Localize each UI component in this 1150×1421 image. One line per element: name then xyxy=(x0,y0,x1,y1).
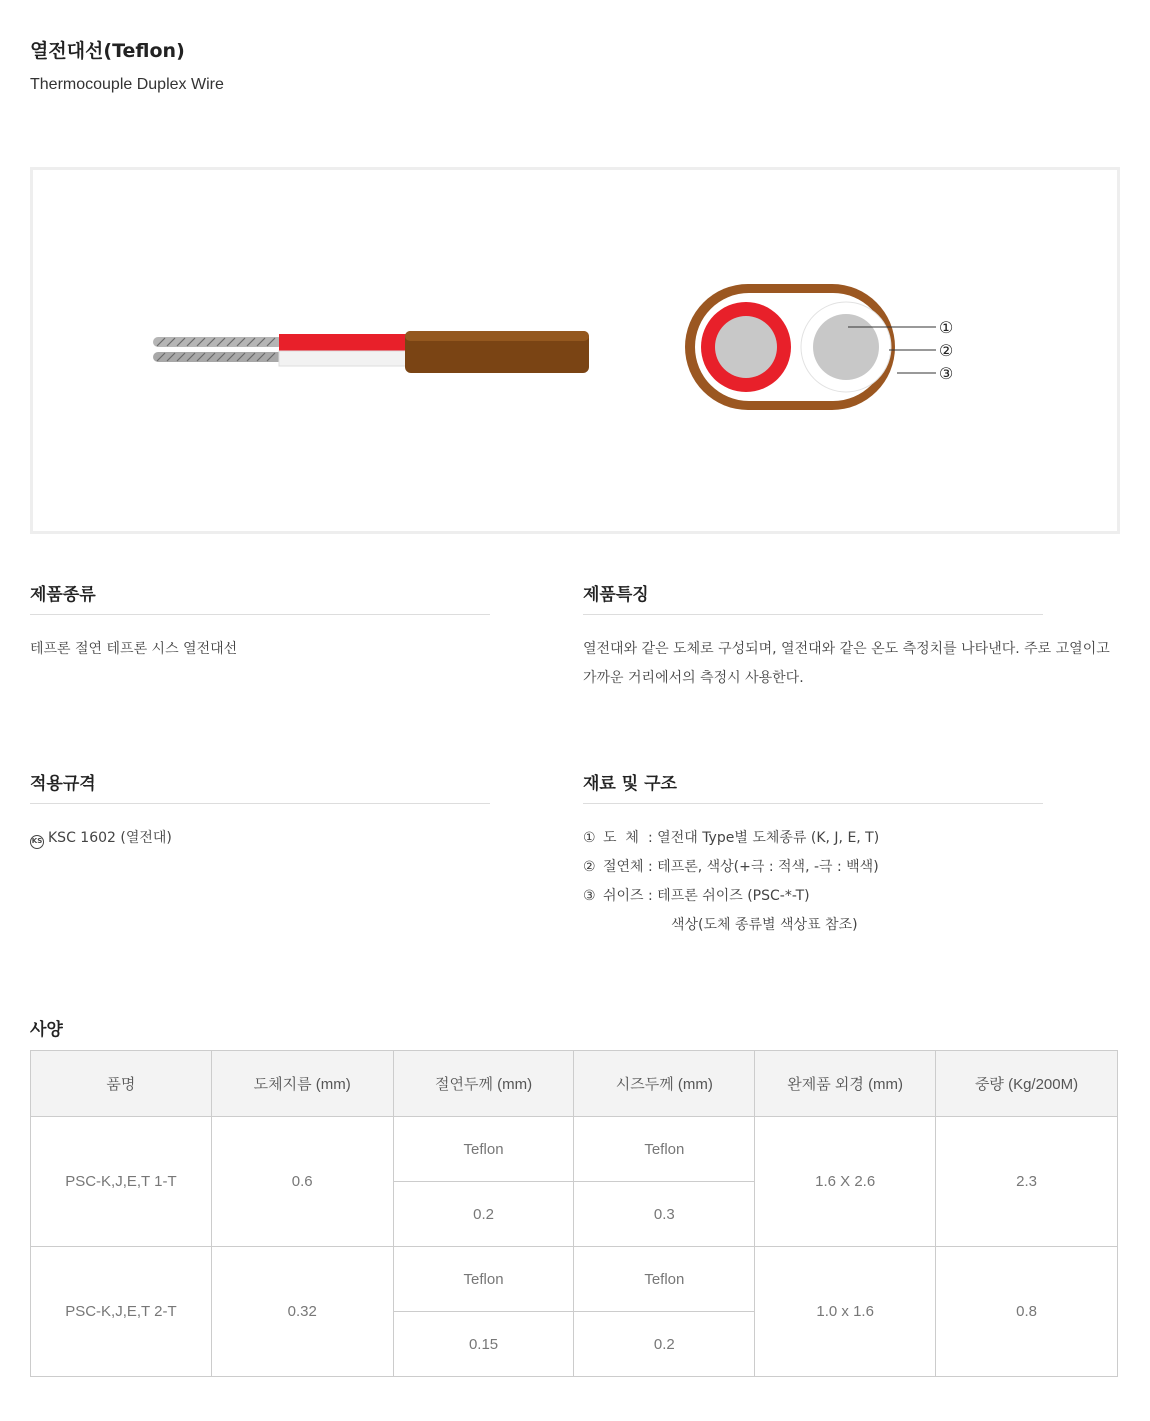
cell-insulation-material: Teflon xyxy=(393,1117,574,1182)
cell-diameter: 0.6 xyxy=(211,1117,393,1247)
material-line xyxy=(583,853,1043,882)
cell-sheath-thickness: 0.3 xyxy=(574,1182,755,1247)
material-line xyxy=(583,882,1043,911)
material-num: ② xyxy=(583,859,596,875)
table-header-row xyxy=(31,1051,1118,1117)
section-body: 테프론 절연 테프론 시스 열전대선 xyxy=(30,641,238,657)
divider xyxy=(30,803,490,804)
callout-2: ② xyxy=(938,341,954,360)
section-body: 열전대와 같은 도체로 구성되며, 열전대와 같은 온도 측정치를 나타낸다. 주로 고열이고 가까운 거리에서의 측정시 사용한다. xyxy=(583,641,1110,686)
product-image-frame xyxy=(30,167,1120,534)
cell-sheath-material: Teflon xyxy=(574,1117,755,1182)
section-product-features xyxy=(583,580,1110,693)
divider xyxy=(30,614,490,615)
cell-sheath-thickness: 0.2 xyxy=(574,1312,755,1377)
wire-cross-section xyxy=(685,284,953,410)
material-num: ① xyxy=(583,830,596,846)
section-material-structure xyxy=(583,769,1043,940)
material-text: : 테프론 쉬이즈 (PSC-*-T) xyxy=(648,888,810,904)
material-line xyxy=(583,824,1043,853)
cell-outer: 1.0 x 1.6 xyxy=(755,1247,936,1377)
material-extra: 색상(도체 종류별 색상표 참조) xyxy=(671,917,858,933)
material-label: 절연체 xyxy=(603,859,644,875)
spec-table xyxy=(30,1050,1118,1377)
cell-name: PSC-K,J,E,T 1-T xyxy=(31,1117,212,1247)
page-title: 열전대선(Teflon) xyxy=(30,40,185,62)
cell-insulation-thickness: 0.2 xyxy=(393,1182,574,1247)
page-subtitle: Thermocouple Duplex Wire xyxy=(30,76,224,93)
cell-outer: 1.6 X 2.6 xyxy=(755,1117,936,1247)
cell-diameter: 0.32 xyxy=(211,1247,393,1377)
column-header: 품명 xyxy=(31,1051,212,1117)
column-header: 중량 (Kg/200M) xyxy=(936,1051,1118,1117)
cell-sheath-material: Teflon xyxy=(574,1247,755,1312)
table-row xyxy=(31,1247,1118,1312)
section-title: 제품종류 xyxy=(30,585,96,605)
ks-mark-icon: KS xyxy=(30,835,44,849)
callout-3: ③ xyxy=(938,364,954,383)
material-text: : 테프론, 색상(+극 : 적색, -극 : 백색) xyxy=(648,859,879,875)
column-header: 완제품 외경 (mm) xyxy=(755,1051,936,1117)
cell-insulation-thickness: 0.15 xyxy=(393,1312,574,1377)
column-header: 절연두께 (mm) xyxy=(393,1051,574,1117)
product-illustration xyxy=(33,170,1117,531)
section-product-types xyxy=(30,580,490,664)
standard-text: KSC 1602 (열전대) xyxy=(48,830,172,846)
divider xyxy=(583,614,1043,615)
divider xyxy=(583,803,1043,804)
wire-side-view xyxy=(153,331,589,373)
cell-weight: 0.8 xyxy=(936,1247,1118,1377)
section-title: 적용규격 xyxy=(30,774,96,794)
column-header: 시즈두께 (mm) xyxy=(574,1051,755,1117)
section-standard xyxy=(30,769,490,853)
cell-name: PSC-K,J,E,T 2-T xyxy=(31,1247,212,1377)
section-title: 재료 및 구조 xyxy=(583,774,677,794)
section-title: 제품특징 xyxy=(583,585,649,605)
cell-weight: 2.3 xyxy=(936,1117,1118,1247)
column-header: 도체지름 (mm) xyxy=(211,1051,393,1117)
spec-title: 사양 xyxy=(30,1020,63,1040)
material-num: ③ xyxy=(583,888,596,904)
table-row xyxy=(31,1117,1118,1182)
material-label: 쉬이즈 xyxy=(603,888,644,904)
callout-1: ① xyxy=(938,318,954,337)
cell-insulation-material: Teflon xyxy=(393,1247,574,1312)
material-text: : 열전대 Type별 도체종류 (K, J, E, T) xyxy=(648,830,880,846)
material-label: 도 체 xyxy=(603,830,639,846)
